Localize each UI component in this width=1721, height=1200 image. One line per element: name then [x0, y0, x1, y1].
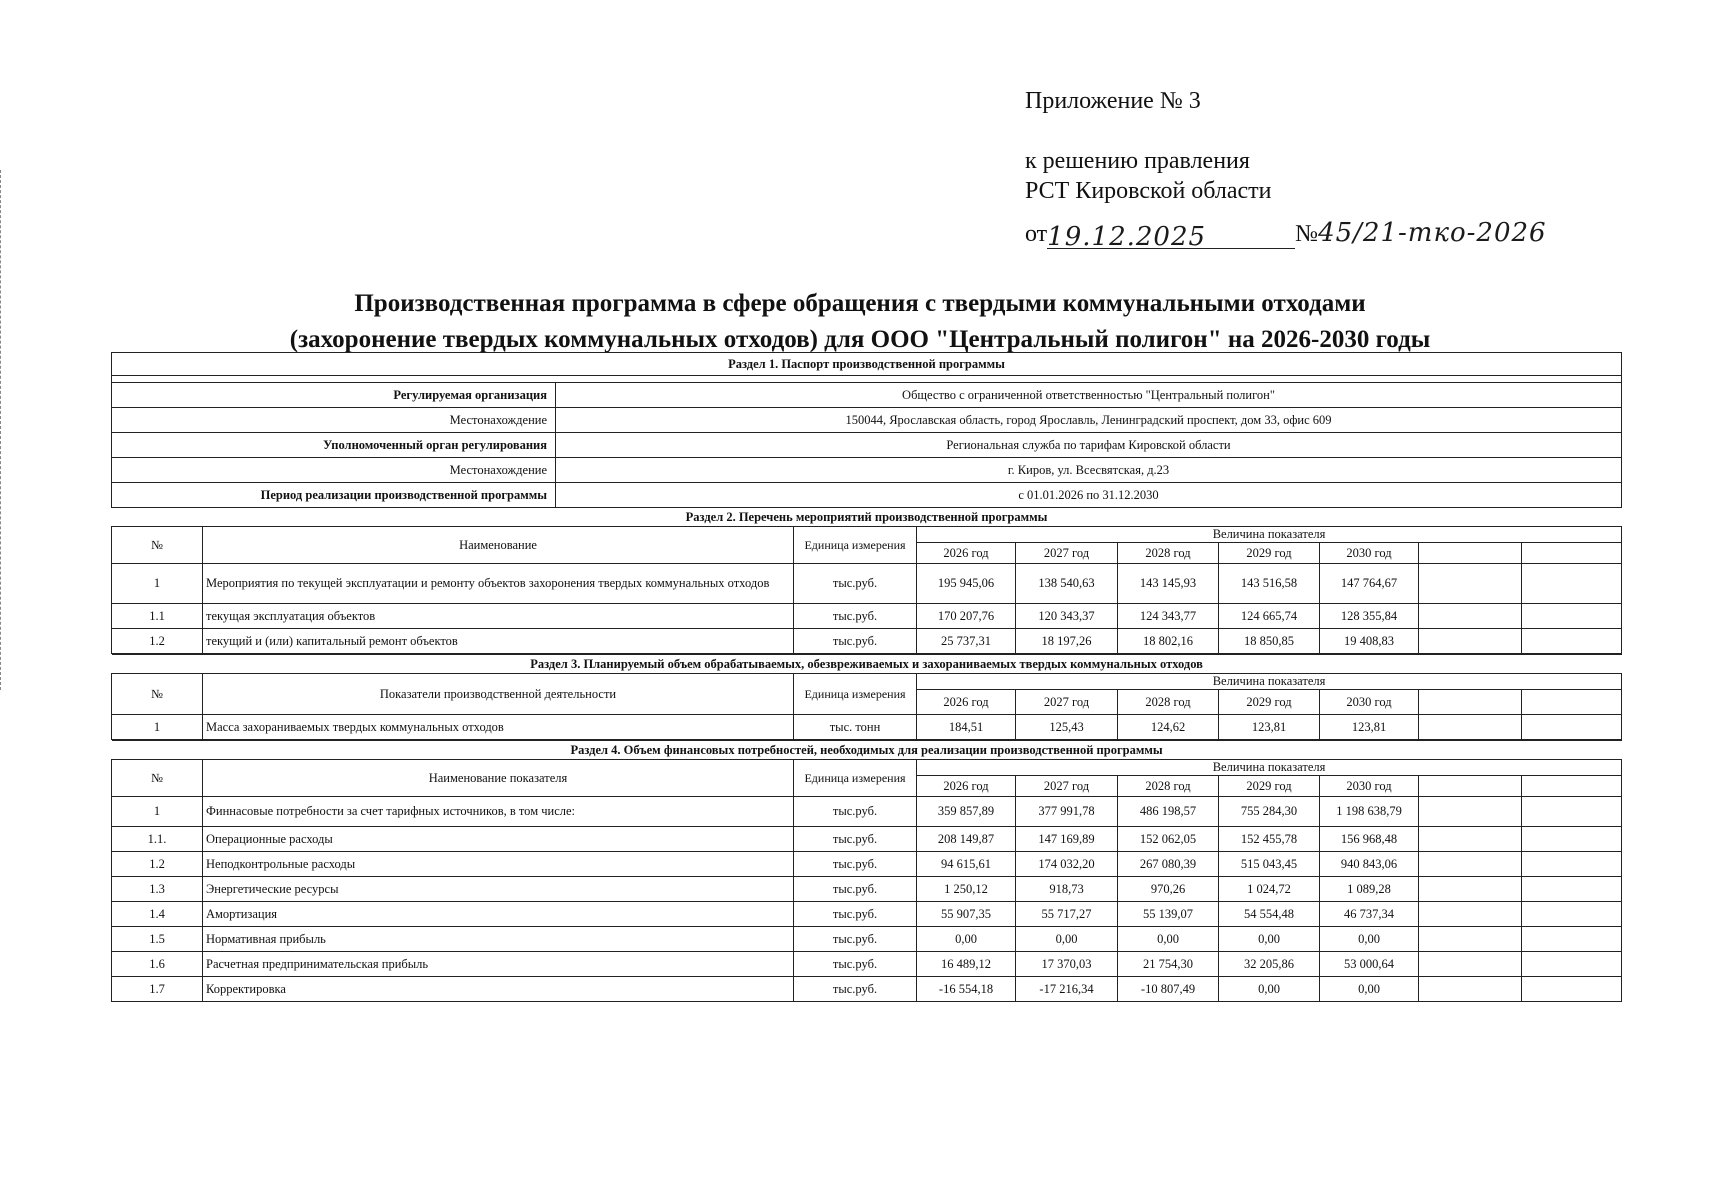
section4-heading: Раздел 4. Объем финансовых потребностей, необходимых для реализации производственной программы [112, 741, 1622, 760]
period-value: с 01.01.2026 по 31.12.2030 [556, 483, 1622, 508]
s3-year-2030: 2030 год [1320, 690, 1419, 715]
regulator-label: Уполномоченный орган регулирования [112, 433, 556, 458]
s2-col-no: № [112, 527, 203, 564]
date-field [1047, 222, 1237, 252]
s4-col-unit: Единица измерения [794, 760, 917, 797]
section1-heading: Раздел 1. Паспорт производственной программы [112, 353, 1622, 376]
s3-year-2029: 2029 год [1219, 690, 1320, 715]
table-row: 1.5 Нормативная прибыль тыс.руб. 0,00 0,00 0,00 0,00 0,00 [112, 927, 1622, 952]
table-row: 1.2 Неподконтрольные расходы тыс.руб. 94 615,61 174 032,20 267 080,39 515 043,45 940 843,06 [112, 852, 1622, 877]
regulator-location-label: Местонахождение [112, 458, 556, 483]
number-handwritten: 45/21-тко-2026 [1318, 218, 1547, 248]
authority-line: РСТ Кировской области [1025, 178, 1272, 204]
s4-col-name: Наименование показателя [203, 760, 794, 797]
s4-col-no: № [112, 760, 203, 797]
s2-col-unit: Единица измерения [794, 527, 917, 564]
s4-year-2029: 2029 год [1219, 776, 1320, 797]
title-line-2: (захоронение твердых коммунальных отходов) для ООО "Центральный полигон" на 2026-2030 годы [289, 326, 1431, 353]
table-row: 1.7 Корректировка тыс.руб. -16 554,18 -17 216,34 -10 807,49 0,00 0,00 [112, 977, 1622, 1002]
scan-edge [0, 170, 3, 690]
s4-year-2028: 2028 год [1118, 776, 1219, 797]
section3-heading: Раздел 3. Планируемый объем обрабатываемых, обезвреживаемых и захораниваемых твердых коммунальных отходов [112, 655, 1622, 674]
from-label: от [1025, 221, 1048, 247]
annex-number: Приложение № 3 [1025, 88, 1201, 114]
s3-year-2027: 2027 год [1016, 690, 1118, 715]
number-label: № [1295, 221, 1319, 247]
s2-year-2029: 2029 год [1219, 543, 1320, 564]
s2-col-value: Величина показателя [917, 527, 1622, 543]
date-handwritten: 19.12.2025 [1047, 222, 1207, 252]
table-row: 1.1 текущая эксплуатация объектов тыс.руб. 170 207,76 120 343,37 124 343,77 124 665,74 128 355,84 [112, 604, 1622, 629]
s2-col-name: Наименование [203, 527, 794, 564]
document-title [110, 286, 1610, 358]
org-location-label: Местонахождение [112, 408, 556, 433]
s3-year-2028: 2028 год [1118, 690, 1219, 715]
s2-year-2026: 2026 год [917, 543, 1016, 564]
s4-year-2030: 2030 год [1320, 776, 1419, 797]
table-row: 1.3 Энергетические ресурсы тыс.руб. 1 250,12 918,73 970,26 1 024,72 1 089,28 [112, 877, 1622, 902]
table-row: 1.1. Операционные расходы тыс.руб. 208 149,87 147 169,89 152 062,05 152 455,78 156 968,48 [112, 827, 1622, 852]
s3-col-no: № [112, 674, 203, 715]
section3-table [111, 654, 1622, 740]
section2-table [111, 508, 1622, 654]
regulator-value: Региональная служба по тарифам Кировской области [556, 433, 1622, 458]
section1-table [111, 352, 1622, 508]
s4-year-2026: 2026 год [917, 776, 1016, 797]
s3-year-2026: 2026 год [917, 690, 1016, 715]
s2-year-2027: 2027 год [1016, 543, 1118, 564]
org-location-value: 150044, Ярославская область, город Ярославль, Ленинградский проспект, дом 33, офис 609 [556, 408, 1622, 433]
s2-year-2028: 2028 год [1118, 543, 1219, 564]
program-tables [111, 352, 1621, 1002]
org-label: Регулируемая организация [112, 383, 556, 408]
s3-col-name: Показатели производственной деятельности [203, 674, 794, 715]
s4-col-value: Величина показателя [917, 760, 1622, 776]
table-row: 1 Финнасовые потребности за счет тарифных источников, в том числе: тыс.руб. 359 857,89 377 991,78 486 198,57 755 284,30 1 198 638,79 [112, 797, 1622, 827]
table-row: 1 Масса захораниваемых твердых коммунальных отходов тыс. тонн 184,51 125,43 124,62 123,81 123,81 [112, 715, 1622, 740]
s3-col-value: Величина показателя [917, 674, 1622, 690]
table-row: 1.4 Амортизация тыс.руб. 55 907,35 55 717,27 55 139,07 54 554,48 46 737,34 [112, 902, 1622, 927]
period-label: Период реализации производственной программы [112, 483, 556, 508]
decision-block [1025, 146, 1272, 206]
table-row: 1 Мероприятия по текущей эксплуатации и ремонту объектов захоронения твердых коммунальных отходов тыс.руб. 195 945,06 138 540,63 143 145,93 143 516,58 147 764,67 [112, 564, 1622, 604]
decision-line: к решению правления [1025, 148, 1250, 174]
s3-col-unit: Единица измерения [794, 674, 917, 715]
s2-year-2030: 2030 год [1320, 543, 1419, 564]
section4-table [111, 740, 1622, 1002]
s4-year-2027: 2027 год [1016, 776, 1118, 797]
title-line-1: Производственная программа в сфере обращения с твердыми коммунальными отходами [354, 290, 1366, 317]
date-number-line [1025, 218, 1547, 252]
section2-heading: Раздел 2. Перечень мероприятий производственной программы [685, 509, 1048, 524]
table-row: 1.6 Расчетная предпринимательская прибыль тыс.руб. 16 489,12 17 370,03 21 754,30 32 205,86 53 000,64 [112, 952, 1622, 977]
table-row: 1.2 текущий и (или) капитальный ремонт объектов тыс.руб. 25 737,31 18 197,26 18 802,16 18 850,85 19 408,83 [112, 629, 1622, 654]
org-value: Общество с ограниченной ответственностью "Центральный полигон" [556, 383, 1622, 408]
regulator-location-value: г. Киров, ул. Всесвятская, д.23 [556, 458, 1622, 483]
annex-block [1025, 86, 1201, 116]
